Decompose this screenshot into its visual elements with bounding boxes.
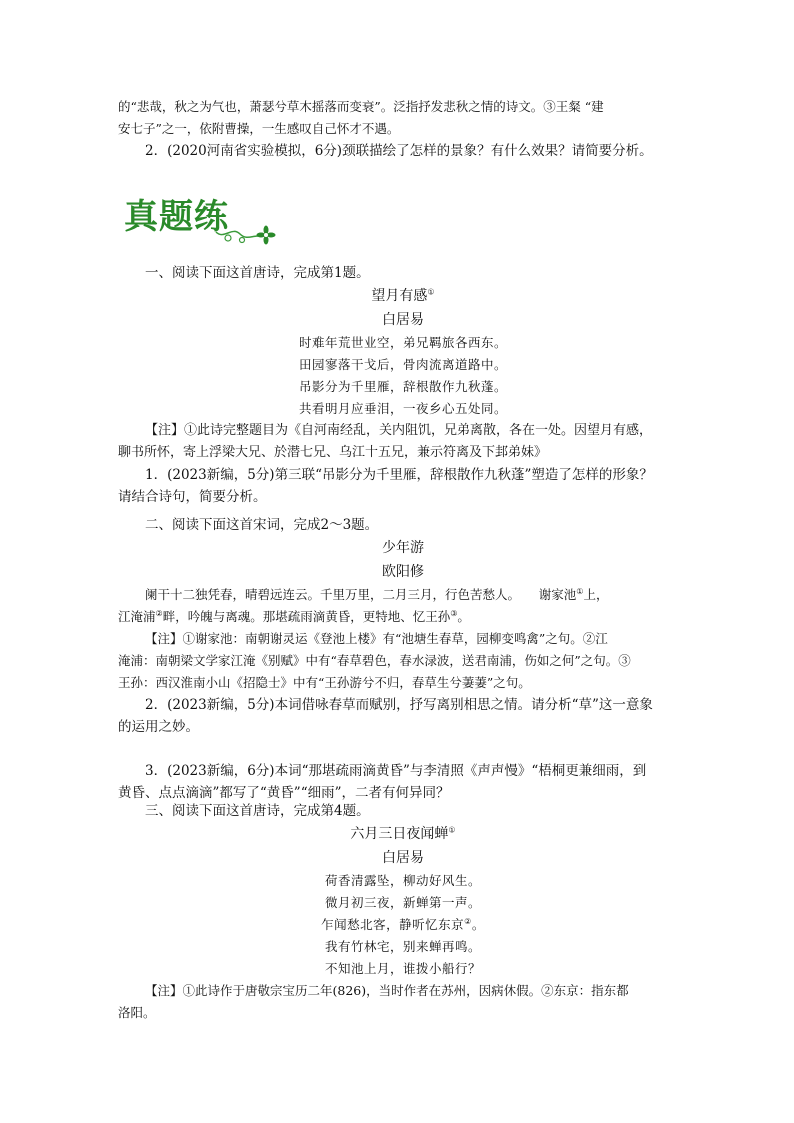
poem-author: 欧阳修: [382, 564, 424, 580]
poem-title: [118, 284, 688, 308]
poem-line: 吊影分为千里雁，辞根散作九秋蓬。: [298, 379, 507, 394]
poem-line: 不知池上月，谁拨小船行？: [324, 961, 481, 976]
question-2: 2．(2023新编，5分)本词借咏春草而赋别，抒写离别相思之情。请分析“草”这一意象: [145, 697, 653, 713]
poem-line: 田园寥落干戈后，骨肉流离道路中。: [298, 357, 507, 372]
poem-title-text: 六月三日夜闻蝉: [350, 826, 449, 842]
question-3: 3．(2023新编，6分)本词“那堪疏雨滴黄昏”与李清照《声声慢》“梧桐更兼细雨，到: [145, 763, 647, 779]
section-2: [118, 514, 688, 804]
note-line: 淹浦：南朝梁文学家江淹《别赋》中有“春草碧色，春水渌波，送君南浦，伤如之何”之句。③: [118, 653, 631, 668]
footnote-mark: ③: [450, 608, 458, 618]
poem-author: 白居易: [382, 850, 424, 866]
question-2-top: 2．(2020河南省实验模拟，6分)颈联描绘了怎样的景象？有什么效果？请简要分析。: [145, 143, 653, 159]
top-continuation: [118, 96, 688, 162]
footnote-mark: ②: [155, 608, 163, 618]
poem-line: [118, 914, 688, 936]
poem-text: 乍闻愁北客，静听忆东京: [321, 917, 465, 932]
ci-text: 江淹浦: [118, 609, 156, 624]
footnote-mark: ②: [464, 916, 472, 926]
question-1: 1．(2023新编，5分)第三联“吊影分为千里雁，辞根散作九秋蓬”塑造了怎样的形象？: [145, 467, 653, 483]
section-3-intro: 三、阅读下面这首唐诗，完成第4题。: [145, 803, 370, 819]
note-line: 王孙：西汉淮南小山《招隐士》中有“王孙游兮不归，春草生兮萋萋”之句。: [118, 675, 531, 690]
section-1: [118, 262, 688, 508]
poem-text: 。: [471, 917, 485, 932]
banner-title: 真题练: [124, 197, 229, 237]
poem-title: [118, 822, 688, 846]
ci-text: 阑干十二独凭春，晴碧远连云。千里万里，二月三月，行色苦愁人。: [145, 587, 514, 602]
footnote-mark: ①: [576, 586, 584, 596]
note-line: 洛阳。: [118, 1005, 156, 1020]
ci-text: 畔，吟魄与离魂。那堪疏雨滴黄昏，更特地、忆王孙: [162, 609, 451, 624]
note-continuation-line: 的“悲哉，秋之为气也，萧瑟兮草木摇落而变衰”。泛指抒发悲秋之情的诗文。③王粲 “建: [118, 99, 604, 114]
poem-title-text: 望月有感: [371, 288, 428, 304]
poem-line: 共看明月应垂泪，一夜乡心五处同。: [298, 401, 507, 416]
footnote-mark: ①: [427, 287, 435, 297]
poem-line: 荷香清露坠，柳动好风生。: [324, 873, 481, 888]
footnote-mark: ①: [448, 825, 456, 835]
note-line: 【注】①此诗完整题目为《自河南经乱，关内阻饥，兄弟离散，各在一处。因望月有感，: [145, 423, 653, 438]
vine-flower-icon: [124, 196, 284, 252]
ci-text: 上，: [583, 587, 609, 602]
section-banner: [124, 196, 284, 252]
ci-body-line: [118, 606, 688, 628]
poem-line: 我有竹林宅，别来蝉再鸣。: [324, 939, 481, 954]
question-2-cont: 的运用之妙。: [118, 719, 199, 735]
note-continuation-line: 安七子”之一，依附曹操，一生感叹自己怀才不遇。: [118, 121, 400, 136]
question-3-cont: 黄昏、点点滴滴”都写了“黄昏”“细雨”，二者有何异同？: [118, 785, 450, 801]
note-line: 【注】①谢家池：南朝谢灵运《登池上楼》有“池塘生春草，园柳变鸣禽”之句。②江: [145, 631, 608, 646]
note-line: 聊书所怀，寄上浮梁大兄、於潜七兄、乌江十五兄，兼示符离及下邽弟妹》: [118, 445, 548, 460]
poem-author: 白居易: [382, 312, 424, 328]
poem-title: 少年游: [382, 540, 424, 556]
poem-line: 微月初三夜，新蝉第一声。: [324, 895, 481, 910]
poem-line: 时难年荒世业空，弟兄羁旅各西东。: [298, 335, 507, 350]
note-line: 【注】①此诗作于唐敬宗宝历二年(826)，当时作者在苏州，因病休假。②东京：指东都: [145, 983, 629, 998]
ci-text: 谢家池: [538, 587, 577, 602]
question-1-cont: 请结合诗句，简要分析。: [118, 489, 267, 505]
section-2-intro: 二、阅读下面这首宋词，完成2～3题。: [145, 517, 379, 533]
ci-text: 。: [457, 609, 470, 624]
section-1-intro: 一、阅读下面这首唐诗，完成第1题。: [145, 265, 370, 281]
ci-body-line: [118, 584, 688, 606]
section-3: [118, 800, 688, 1024]
